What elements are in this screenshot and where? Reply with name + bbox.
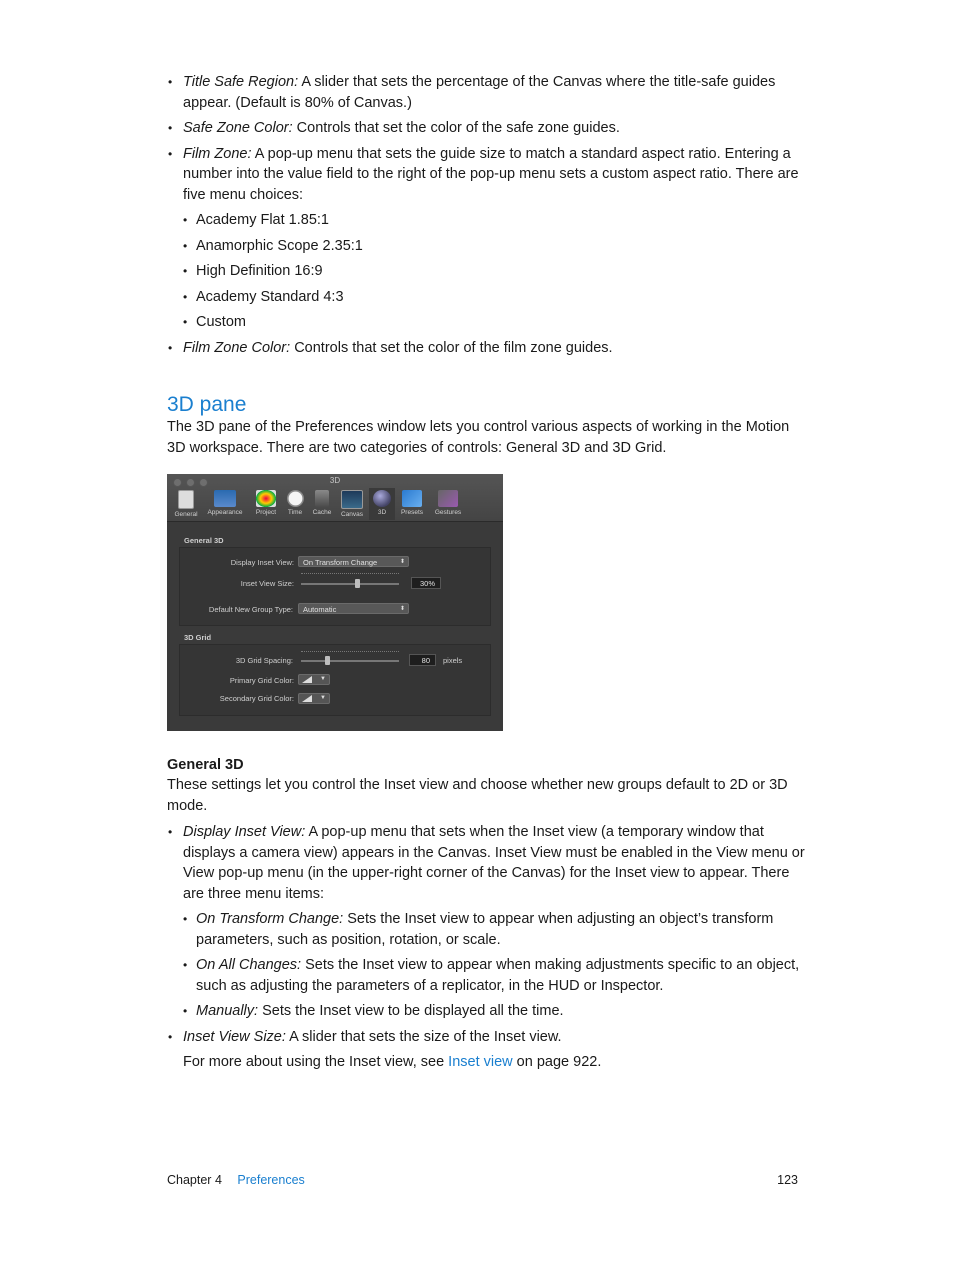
subsection-intro: These settings let you control the Inset view and choose whether new groups default to 2D or 3D mode. [167,777,788,814]
list-item: • Academy Flat 1.85:1 [183,210,807,231]
primary-color-well [298,674,330,685]
slider-knob [355,579,360,588]
section-intro: The 3D pane of the Preferences window lets you control various aspects of working in the Motion 3D workspace. There are two categories of controls: General 3D and 3D Grid. [167,419,790,456]
slider-ticks [301,651,399,655]
slider-knob [325,656,330,665]
list-item: • High Definition 16:9 [183,261,807,282]
group-type-popup: Automatic ⬍ [298,603,409,614]
list-item: • Custom [183,312,807,333]
color-swatch-icon [302,695,312,702]
list-item: • On Transform Change: Sets the Inset view to appear when adjusting an object’s transform parameters, such as position, rotation, or scale. [183,909,807,950]
slider-ticks [301,573,399,577]
window-title: 3D [329,476,341,485]
gestures-icon [438,490,458,507]
page-content [167,72,807,1073]
list-item: • Safe Zone Color: Controls that set the color of the safe zone guides. [167,118,807,139]
popup-arrows-icon: ⬍ [399,606,405,612]
toolbar-canvas: Canvas [337,490,367,518]
toolbar-general: General [172,490,200,518]
display-inset-popup: On Transform Change ⬍ [298,556,409,567]
secondary-color-label: Secondary Grid Color: [219,694,294,703]
grid-spacing-unit: pixels [443,656,463,665]
list-item: • On All Changes: Sets the Inset view to appear when making adjustments specific to an object, such as adjusting the parameters of a replicator, in the HUD or Inspector. [183,955,807,996]
appearance-icon [214,490,236,507]
3d-grid-heading: 3D Grid [184,633,212,642]
toolbar-3d: 3D [369,488,395,520]
project-icon [256,490,276,507]
toolbar-gestures: Gestures [430,490,466,516]
color-swatch-icon [302,676,312,683]
chapter-number: Chapter 4 [167,1173,222,1187]
canvas-icon [341,490,363,509]
group-type-label: Default New Group Type: [208,605,293,614]
chevron-down-icon: ▼ [320,676,326,682]
list-item: • Film Zone Color: Controls that set the color of the film zone guides. [167,338,807,359]
inset-size-slider [301,583,399,585]
secondary-color-well [298,693,330,704]
list-item: • Title Safe Region: A slider that sets the percentage of the Canvas where the title-safe guides appear. (Default is 80% of Canvas.) [167,72,807,113]
list-item: • Anamorphic Scope 2.35:1 [183,236,807,257]
stopwatch-icon [287,490,304,507]
primary-color-label: Primary Grid Color: [229,676,294,685]
inset-view-link[interactable]: Inset view [448,1054,513,1070]
list-item: • Inset View Size: A slider that sets the size of the Inset view. [167,1027,807,1048]
cross-reference: For more about using the Inset view, see Inset view on page 922. [183,1054,602,1070]
inset-size-field: 30% [411,577,441,589]
list-item: • Film Zone: A pop-up menu that sets the guide size to match a standard aspect ratio. Entering a number into the value field to the right of the pop-up menu sets a custom aspect ratio. There are five menu choices: [167,144,807,206]
grid-spacing-field: 80 [409,654,436,666]
toolbar-presets: Presets [397,490,427,516]
list-item: • Manually: Sets the Inset view to be displayed all the time. [183,1001,807,1022]
toolbar-time: Time [283,490,307,516]
page-number: 123 [777,1173,798,1187]
subsection-title: General 3D [167,757,244,773]
chevron-down-icon: ▼ [320,695,326,701]
section-title: 3D pane [167,393,247,416]
list-item: • Display Inset View: A pop-up menu that sets when the Inset view (a temporary window that displays a camera view) appears in the Canvas. Inset View must be enabled in the View menu or View pop-up menu (in the upper-right corner of the Canvas) for the Inset view to appear. There are three menu items: [167,822,807,904]
general-icon [178,490,194,509]
preferences-window-screenshot [167,474,503,731]
toolbar-cache: Cache [309,490,335,516]
chapter-link[interactable]: Preferences [237,1173,305,1187]
window-toolbar [167,474,503,522]
toolbar-project: Project [251,490,281,516]
list-item: • Academy Standard 4:3 [183,287,807,308]
general-3d-heading: General 3D [184,536,224,545]
grid-spacing-label: 3D Grid Spacing: [235,656,293,665]
toolbar-appearance: Appearance [203,490,247,516]
display-inset-label: Display Inset View: [230,558,294,567]
page-footer [167,1173,798,1187]
presets-icon [402,490,422,507]
popup-arrows-icon: ⬍ [399,559,405,565]
cache-icon [315,490,329,507]
grid-spacing-slider [301,660,399,662]
3d-sphere-icon [373,490,391,507]
inset-size-label: Inset View Size: [240,579,294,588]
